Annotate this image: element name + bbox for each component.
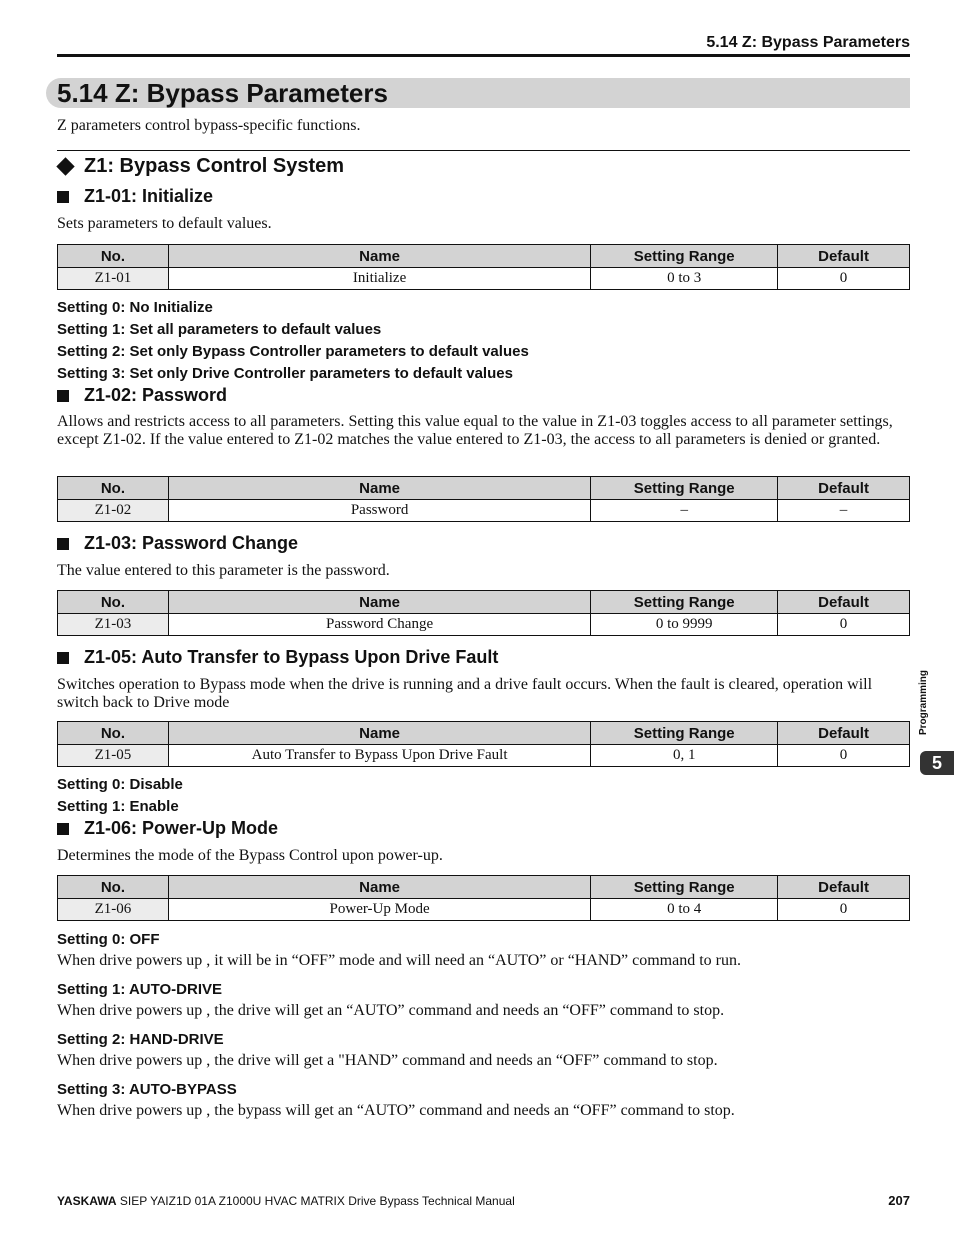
param-title: Z1-06: Power-Up Mode bbox=[84, 818, 279, 838]
page-number: 207 bbox=[888, 1193, 910, 1208]
col-header-no: No. bbox=[58, 722, 169, 745]
chapter-title: 5.14 Z: Bypass Parameters bbox=[57, 78, 388, 108]
cell-default: – bbox=[778, 500, 910, 522]
cell-range: 0 to 4 bbox=[591, 899, 778, 921]
footer bbox=[57, 1194, 515, 1208]
table-row bbox=[58, 500, 910, 522]
section-heading bbox=[55, 155, 344, 178]
square-bullet-icon bbox=[57, 823, 69, 835]
col-header-name: Name bbox=[168, 876, 590, 899]
cell-default: 0 bbox=[778, 745, 910, 767]
setting-label: Setting 1: Set all parameters to default values bbox=[57, 321, 382, 338]
cell-default: 0 bbox=[778, 268, 910, 290]
param-heading-z1-06 bbox=[57, 818, 278, 839]
cell-name: Initialize bbox=[168, 268, 590, 290]
section-rule bbox=[57, 150, 910, 151]
cell-no: Z1-02 bbox=[58, 500, 169, 522]
cell-default: 0 bbox=[778, 614, 910, 636]
square-bullet-icon bbox=[57, 652, 69, 664]
setting-description: When drive powers up , the drive will get a "HAND” command and needs an “OFF” command to stop. bbox=[57, 1052, 718, 1069]
setting-description: When drive powers up , the bypass will get an “AUTO” command and needs an “OFF” command to stop. bbox=[57, 1102, 735, 1119]
col-header-no: No. bbox=[58, 477, 169, 500]
cell-range: 0 to 9999 bbox=[591, 614, 778, 636]
param-heading-z1-05 bbox=[57, 647, 498, 668]
setting-label: Setting 0: OFF bbox=[57, 931, 160, 948]
setting-label: Setting 1: AUTO-DRIVE bbox=[57, 981, 223, 998]
setting-label: Setting 3: AUTO-BYPASS bbox=[57, 1081, 237, 1098]
cell-name: Password Change bbox=[168, 614, 590, 636]
table-row bbox=[58, 745, 910, 767]
col-header-default: Default bbox=[778, 591, 910, 614]
square-bullet-icon bbox=[57, 191, 69, 203]
section-title: Z1: Bypass Control System bbox=[84, 155, 345, 177]
param-description: Sets parameters to default values. bbox=[57, 215, 272, 232]
setting-label: Setting 2: Set only Bypass Controller parameters to default values bbox=[57, 343, 529, 360]
col-header-default: Default bbox=[778, 722, 910, 745]
col-header-range: Setting Range bbox=[591, 591, 778, 614]
col-header-range: Setting Range bbox=[591, 477, 778, 500]
cell-name: Power-Up Mode bbox=[168, 899, 590, 921]
square-bullet-icon bbox=[57, 538, 69, 550]
setting-label: Setting 1: Enable bbox=[57, 798, 179, 815]
col-header-no: No. bbox=[58, 591, 169, 614]
param-heading-z1-02 bbox=[57, 385, 227, 406]
table-header-row bbox=[58, 477, 910, 500]
col-header-no: No. bbox=[58, 245, 169, 268]
table-header-row bbox=[58, 876, 910, 899]
table-header-row bbox=[58, 722, 910, 745]
setting-label: Setting 0: Disable bbox=[57, 776, 183, 793]
col-header-name: Name bbox=[168, 245, 590, 268]
cell-range: 0 to 3 bbox=[591, 268, 778, 290]
param-description: Switches operation to Bypass mode when the drive is running and a drive fault occurs. When the fault is cleared, operation will switch back to Drive mode bbox=[57, 676, 873, 711]
param-table-z1-05 bbox=[57, 721, 910, 767]
chapter-intro: Z parameters control bypass-specific functions. bbox=[57, 117, 361, 134]
table-header-row bbox=[58, 245, 910, 268]
param-title: Z1-02: Password bbox=[84, 385, 228, 405]
col-header-default: Default bbox=[778, 876, 910, 899]
col-header-default: Default bbox=[778, 245, 910, 268]
diamond-bullet-icon bbox=[56, 157, 74, 175]
col-header-no: No. bbox=[58, 876, 169, 899]
side-tab-label: Programming bbox=[918, 669, 929, 735]
running-header: 5.14 Z: Bypass Parameters bbox=[706, 34, 910, 51]
col-header-range: Setting Range bbox=[591, 245, 778, 268]
table-row bbox=[58, 268, 910, 290]
setting-label: Setting 2: HAND-DRIVE bbox=[57, 1031, 224, 1048]
setting-description: When drive powers up , it will be in “OFF” mode and will need an “AUTO” or “HAND” command to run. bbox=[57, 952, 741, 969]
setting-description: When drive powers up , the drive will get an “AUTO” command and needs an “OFF” command to stop. bbox=[57, 1002, 725, 1019]
param-heading-z1-03 bbox=[57, 533, 298, 554]
table-row bbox=[58, 614, 910, 636]
param-heading-z1-01 bbox=[57, 186, 213, 207]
col-header-name: Name bbox=[168, 477, 590, 500]
col-header-default: Default bbox=[778, 477, 910, 500]
cell-name: Auto Transfer to Bypass Upon Drive Fault bbox=[168, 745, 590, 767]
setting-label: Setting 3: Set only Drive Controller parameters to default values bbox=[57, 365, 513, 382]
param-description: Allows and restricts access to all parameters. Setting this value equal to the value in Z1-03 toggles access to all parameter settings, except Z1-02. If the value entered to Z1-02 matches the value entered to Z1-03, the access to all parameters is denied or granted. bbox=[57, 413, 893, 448]
param-table-z1-02 bbox=[57, 476, 910, 522]
footer-brand: YASKAWA bbox=[57, 1194, 117, 1208]
cell-default: 0 bbox=[778, 899, 910, 921]
cell-name: Password bbox=[168, 500, 590, 522]
cell-range: 0, 1 bbox=[591, 745, 778, 767]
cell-no: Z1-01 bbox=[58, 268, 169, 290]
cell-no: Z1-05 bbox=[58, 745, 169, 767]
param-table-z1-03 bbox=[57, 590, 910, 636]
param-title: Z1-05: Auto Transfer to Bypass Upon Drive Fault bbox=[84, 647, 499, 667]
cell-no: Z1-06 bbox=[58, 899, 169, 921]
table-row bbox=[58, 899, 910, 921]
param-description: Determines the mode of the Bypass Control upon power-up. bbox=[57, 847, 443, 864]
chapter-tab: 5 bbox=[920, 751, 954, 775]
col-header-name: Name bbox=[168, 591, 590, 614]
cell-range: – bbox=[591, 500, 778, 522]
col-header-range: Setting Range bbox=[591, 876, 778, 899]
footer-text: SIEP YAIZ1D 01A Z1000U HVAC MATRIX Drive Bypass Technical Manual bbox=[116, 1194, 515, 1208]
setting-label: Setting 0: No Initialize bbox=[57, 299, 213, 316]
param-table-z1-01 bbox=[57, 244, 910, 290]
param-title: Z1-01: Initialize bbox=[84, 186, 214, 206]
param-title: Z1-03: Password Change bbox=[84, 533, 299, 553]
param-table-z1-06 bbox=[57, 875, 910, 921]
square-bullet-icon bbox=[57, 390, 69, 402]
header-rule bbox=[57, 54, 910, 57]
cell-no: Z1-03 bbox=[58, 614, 169, 636]
table-header-row bbox=[58, 591, 910, 614]
col-header-name: Name bbox=[168, 722, 590, 745]
param-description: The value entered to this parameter is the password. bbox=[57, 562, 390, 579]
col-header-range: Setting Range bbox=[591, 722, 778, 745]
